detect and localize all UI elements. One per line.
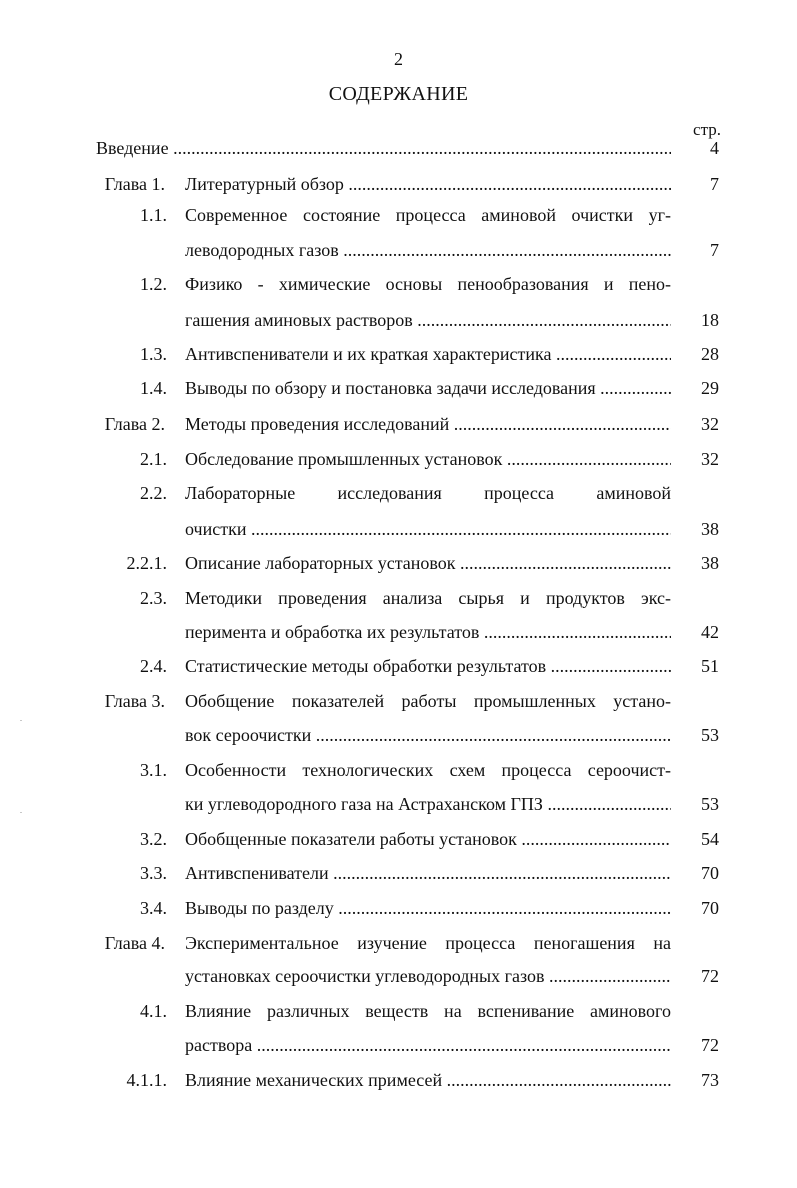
toc-entry-title: Влияние механических примесей ..... (185, 1066, 671, 1094)
toc-page-number: 72 (701, 966, 719, 986)
toc-line (0, 618, 797, 646)
toc-entry-number: 2.1. (140, 449, 167, 469)
toc-page-number: 32 (701, 414, 719, 434)
toc-line (0, 479, 797, 507)
toc-entry-number: 1.4. (140, 378, 167, 398)
toc-entry-title: Выводы по разделу ..... (185, 894, 671, 922)
toc-entry-title: Обобщенные показатели работы установок ..... (185, 825, 671, 853)
toc-entry-title: Статистические методы обработки результатов ..... (185, 652, 671, 680)
toc-entry-number: Глава 4. (104, 933, 165, 953)
toc-entry-title: леводородных газов ..... (185, 236, 671, 264)
toc-page-number: 29 (701, 378, 719, 398)
toc-entry-number: 4.1.1. (126, 1070, 167, 1090)
toc-line (0, 515, 797, 543)
toc-line (0, 894, 797, 922)
toc-entry-number: 3.3. (140, 863, 167, 883)
toc-entry-title: Особенности технологических схем процесса сероочист- (185, 760, 671, 780)
toc-line (0, 687, 797, 715)
toc-page-number: 42 (701, 622, 719, 642)
toc-entry-title: Описание лабораторных установок ..... (185, 549, 671, 577)
toc-line (0, 170, 797, 198)
toc-page-number: 73 (701, 1070, 719, 1090)
toc-page-number: 54 (701, 829, 719, 849)
toc-line (0, 652, 797, 680)
toc-line (0, 756, 797, 784)
toc-page-number: 70 (701, 898, 719, 918)
toc-entry-number: 1.2. (140, 274, 167, 294)
toc-entry-number: Глава 1. (104, 174, 165, 194)
toc-entry-title: Антивспениватели ..... (185, 859, 671, 887)
toc-entry-number: 2.2. (140, 483, 167, 503)
toc-entry-number: 3.2. (140, 829, 167, 849)
toc-entry-title: перимента и обработка их результатов ..... (185, 618, 671, 646)
page-title: СОДЕРЖАНИЕ (328, 83, 469, 105)
toc-line (0, 410, 797, 438)
toc-line (0, 236, 797, 264)
toc-page-number: 4 (710, 138, 719, 158)
toc-line (0, 270, 797, 298)
toc-page-number: 51 (701, 656, 719, 676)
margin-mark (20, 812, 22, 813)
toc-line (0, 1066, 797, 1094)
toc-entry-title: очистки ..... (185, 515, 671, 543)
toc-entry-title: Антивспениватели и их краткая характеристика ..... (185, 340, 671, 368)
toc-line (0, 997, 797, 1025)
toc-line (0, 1031, 797, 1059)
toc-page-number: 32 (701, 449, 719, 469)
toc-line (0, 584, 797, 612)
toc-page-number: 28 (701, 344, 719, 364)
toc-entry-number: Глава 3. (104, 691, 165, 711)
toc-entry-title: Влияние различных веществ на вспенивание аминового (185, 1001, 671, 1021)
toc-entry-number: 2.3. (140, 588, 167, 608)
pages-column-label: стр. (693, 120, 721, 139)
toc-line (0, 306, 797, 334)
toc-line (0, 340, 797, 368)
toc-entry-number: 3.1. (140, 760, 167, 780)
toc-entry-number: 1.3. (140, 344, 167, 364)
toc-entry-number: Глава 2. (104, 414, 165, 434)
toc-line (0, 549, 797, 577)
toc-page-number: 72 (701, 1035, 719, 1055)
toc-entry-number: 1.1. (140, 205, 167, 225)
toc-entry-title: Экспериментальное изучение процесса пеногашения на (185, 933, 671, 953)
toc-entry-title: Введение ..... (96, 134, 671, 162)
toc-line (0, 859, 797, 887)
toc-line (0, 445, 797, 473)
toc-entry-number: 2.4. (140, 656, 167, 676)
toc-entry-title: Лабораторные исследования процесса аминовой (185, 483, 671, 503)
margin-mark (20, 720, 22, 721)
toc-page-number: 70 (701, 863, 719, 883)
toc-entry-title: Обобщение показателей работы промышленных устано- (185, 691, 671, 711)
toc-line (0, 134, 797, 162)
toc-entry-title: гашения аминовых растворов ..... (185, 306, 671, 334)
toc-entry-title: Выводы по обзору и постановка задачи исследования ..... (185, 374, 671, 402)
toc-line (0, 721, 797, 749)
toc-entry-title: ки углеводородного газа на Астраханском ГПЗ ..... (185, 790, 671, 818)
toc-entry-title: Методы проведения исследований ..... (185, 410, 671, 438)
toc-page-number: 7 (710, 240, 719, 260)
toc-entry-title: раствора ..... (185, 1031, 671, 1059)
toc-entry-number: 3.4. (140, 898, 167, 918)
toc-page-number: 38 (701, 519, 719, 539)
toc-line (0, 374, 797, 402)
toc-page-number: 7 (710, 174, 719, 194)
toc-entry-title: вок сероочистки ..... (185, 721, 671, 749)
toc-entry-title: Обследование промышленных установок ..... (185, 445, 671, 473)
toc-line (0, 790, 797, 818)
toc-page-number: 53 (701, 725, 719, 745)
toc-entry-title: установках сероочистки углеводородных газов ..... (185, 962, 671, 990)
toc-line (0, 825, 797, 853)
toc-page-number: 53 (701, 794, 719, 814)
toc-page-number: 18 (701, 310, 719, 330)
toc-line (0, 962, 797, 990)
toc-entry-title: Литературный обзор ..... (185, 170, 671, 198)
toc-entry-title: Методики проведения анализа сырья и продуктов экс- (185, 588, 671, 608)
toc-line (0, 929, 797, 957)
toc-entry-number: 2.2.1. (126, 553, 167, 573)
toc-page-number: 38 (701, 553, 719, 573)
page-number: 2 (394, 49, 403, 69)
toc-entry-title: Физико - химические основы пенообразования и пено- (185, 274, 671, 294)
toc-entry-title: Современное состояние процесса аминовой очистки уг- (185, 205, 671, 225)
toc-line (0, 201, 797, 229)
toc-entry-number: 4.1. (140, 1001, 167, 1021)
